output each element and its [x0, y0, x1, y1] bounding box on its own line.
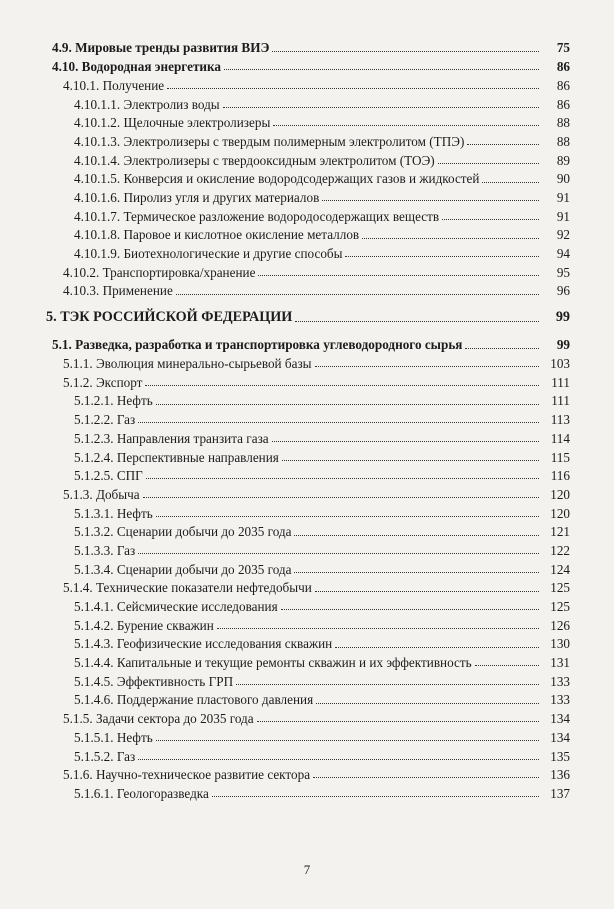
toc-dot-leader: [156, 740, 539, 741]
toc-entry: [46, 445, 570, 464]
toc-entry-title: 5.1.2.1. Нефть: [74, 393, 153, 409]
toc-entry: [46, 632, 570, 651]
toc-entry: [46, 223, 570, 242]
toc-entry-title: 5.1.3.2. Сценарии добычи до 2035 года: [74, 524, 292, 540]
toc-dot-leader: [138, 422, 539, 423]
toc-dot-leader: [258, 275, 539, 276]
toc-entry-title: 5.1.5. Задачи сектора до 2035 года: [63, 711, 254, 727]
toc-entry-page: 126: [550, 617, 570, 633]
toc-entry-title: 5.1.3.4. Сценарии добычи до 2035 года: [74, 561, 292, 577]
toc-entry-page: 114: [550, 430, 570, 446]
toc-entry: [46, 763, 570, 782]
toc-entry-title: 4.10. Водородная энергетика: [52, 59, 222, 75]
toc-entry-page: 120: [550, 486, 570, 502]
toc-dot-leader: [257, 721, 539, 722]
toc-entry: [46, 260, 570, 279]
toc-entry-title: 5.1.2.3. Направления транзита газа: [74, 430, 269, 446]
toc-entry-title: 4.10.1.8. Паровое и кислотное окисление металлов: [74, 227, 360, 243]
toc-dot-leader: [273, 125, 539, 126]
toc-entry-title: 5.1. Разведка, разработка и транспортировка углеводородного сырья: [52, 337, 463, 353]
toc-dot-leader: [138, 759, 539, 760]
toc-dot-leader: [294, 535, 539, 536]
toc-entry: [46, 186, 570, 205]
toc-dot-leader: [315, 366, 539, 367]
toc-dot-leader: [442, 219, 539, 220]
toc-dot-leader: [272, 51, 539, 52]
toc-entry-page: 86: [556, 96, 570, 112]
toc-entry: [46, 557, 570, 576]
toc-entry: [46, 744, 570, 763]
toc-entry: [46, 36, 570, 55]
toc-dot-leader: [282, 460, 539, 461]
toc-dot-leader: [272, 441, 539, 442]
toc-entry-title: 5.1.5.2. Газ: [74, 748, 136, 764]
toc-dot-leader: [335, 647, 539, 648]
toc-dot-leader: [295, 321, 539, 322]
toc-entry: [46, 204, 570, 223]
toc-entry-page: 120: [550, 505, 570, 521]
toc-entry-page: 99: [555, 309, 570, 326]
toc-entry-title: 5.1.2.2. Газ: [74, 412, 136, 428]
toc-entry: [46, 613, 570, 632]
toc-entry-page: 134: [550, 711, 570, 727]
toc-entry-title: 5.1.4.5. Эффективность ГРП: [74, 673, 234, 689]
toc-entry-title: 4.9. Мировые тренды развития ВИЭ: [52, 40, 270, 56]
toc-dot-leader: [467, 144, 539, 145]
toc-entry-page: 121: [550, 524, 570, 540]
toc-entry: [46, 92, 570, 111]
toc-entry-title: 4.10.1.2. Щелочные электролизеры: [74, 115, 271, 131]
toc-entry-title: 5.1.6. Научно-техническое развитие сектора: [63, 767, 311, 783]
toc-entry-title: 5.1.5.1. Нефть: [74, 729, 153, 745]
toc-dot-leader: [146, 478, 539, 479]
toc-dot-leader: [345, 256, 539, 257]
toc-entry: [46, 303, 570, 325]
toc-entry-page: 131: [550, 655, 570, 671]
toc-entry-title: 5. ТЭК РОССИЙСКОЙ ФЕДЕРАЦИИ: [46, 309, 293, 326]
toc-entry-title: 4.10.1.6. Пиролиз угля и других материалов: [74, 189, 320, 205]
toc-dot-leader: [156, 516, 539, 517]
toc-entry-page: 122: [550, 542, 570, 558]
toc-entry-page: 92: [556, 227, 570, 243]
toc-entry-page: 75: [556, 40, 570, 56]
toc-entry-title: 5.1.4.3. Геофизические исследования скважин: [74, 636, 333, 652]
toc-entry-title: 4.10.1.5. Конверсия и окисление водородсодержащих газов и жидкостей: [74, 171, 480, 187]
toc-dot-leader: [316, 703, 539, 704]
toc-entry-title: 5.1.3. Добыча: [63, 486, 140, 502]
toc-entry: [46, 651, 570, 670]
toc-entry: [46, 595, 570, 614]
toc-entry-title: 5.1.2. Экспорт: [63, 374, 143, 390]
toc-entry-page: 137: [550, 785, 570, 801]
toc-entry: [46, 576, 570, 595]
toc-entry-page: 99: [556, 337, 570, 353]
toc-entry-page: 134: [550, 729, 570, 745]
toc-entry-page: 96: [556, 283, 570, 299]
toc-dot-leader: [465, 348, 539, 349]
table-of-contents: [46, 36, 570, 800]
toc-entry-page: 130: [550, 636, 570, 652]
toc-entry: [46, 330, 570, 352]
toc-entry: [46, 408, 570, 427]
toc-entry-title: 4.10.1.4. Электролизеры с твердооксидным электролитом (ТОЭ): [74, 152, 435, 168]
toc-entry: [46, 352, 570, 371]
toc-entry-page: 133: [550, 673, 570, 689]
toc-entry-page: 111: [551, 393, 570, 409]
toc-entry-page: 133: [550, 692, 570, 708]
toc-entry: [46, 167, 570, 186]
toc-entry: [46, 482, 570, 501]
toc-entry-page: 91: [556, 189, 570, 205]
toc-dot-leader: [482, 182, 539, 183]
toc-entry: [46, 520, 570, 539]
toc-dot-leader: [145, 385, 539, 386]
toc-entry-page: 113: [550, 412, 570, 428]
toc-dot-leader: [281, 609, 539, 610]
toc-entry-page: 86: [556, 59, 570, 75]
toc-dot-leader: [438, 163, 539, 164]
toc-entry: [46, 781, 570, 800]
toc-entry: [46, 725, 570, 744]
toc-entry: [46, 539, 570, 558]
toc-dot-leader: [176, 294, 539, 295]
toc-entry-page: 103: [550, 356, 570, 372]
toc-entry: [46, 669, 570, 688]
toc-entry-page: 95: [556, 264, 570, 280]
toc-dot-leader: [313, 777, 539, 778]
toc-entry: [46, 129, 570, 148]
toc-entry: [46, 242, 570, 261]
toc-entry-page: 125: [550, 580, 570, 596]
toc-entry-title: 4.10.1.1. Электролиз воды: [74, 96, 220, 112]
toc-dot-leader: [362, 238, 539, 239]
toc-entry: [46, 55, 570, 74]
toc-entry-title: 5.1.4.2. Бурение скважин: [74, 617, 214, 633]
toc-entry-title: 5.1.4.4. Капитальные и текущие ремонты скважин и их эффективность: [74, 655, 472, 671]
toc-dot-leader: [212, 796, 539, 797]
toc-entry-page: 124: [550, 561, 570, 577]
toc-entry: [46, 501, 570, 520]
toc-entry-title: 5.1.2.5. СПГ: [74, 468, 143, 484]
toc-entry-page: 135: [550, 748, 570, 764]
toc-entry-title: 5.1.4.6. Поддержание пластового давления: [74, 692, 314, 708]
toc-entry-page: 115: [550, 449, 570, 465]
toc-entry: [46, 426, 570, 445]
toc-entry-title: 5.1.6.1. Геологоразведка: [74, 785, 209, 801]
toc-entry-title: 4.10.1.9. Биотехнологические и другие способы: [74, 246, 343, 262]
toc-dot-leader: [475, 665, 539, 666]
toc-entry-page: 94: [556, 246, 570, 262]
toc-entry-page: 116: [550, 468, 570, 484]
toc-dot-leader: [167, 88, 539, 89]
toc-entry: [46, 279, 570, 298]
toc-entry: [46, 111, 570, 130]
toc-entry: [46, 464, 570, 483]
toc-entry-title: 4.10.1.3. Электролизеры с твердым полимерным электролитом (ТПЭ): [74, 133, 465, 149]
toc-entry-title: 4.10.3. Применение: [63, 283, 173, 299]
toc-entry-title: 5.1.1. Эволюция минерально-сырьевой базы: [63, 356, 312, 372]
toc-dot-leader: [224, 69, 539, 70]
toc-entry-page: 88: [556, 115, 570, 131]
toc-entry-title: 4.10.2. Транспортировка/хранение: [63, 264, 256, 280]
toc-dot-leader: [236, 684, 539, 685]
toc-entry-title: 5.1.3.3. Газ: [74, 542, 136, 558]
toc-entry: [46, 148, 570, 167]
toc-entry-title: 5.1.3.1. Нефть: [74, 505, 153, 521]
toc-entry-title: 4.10.1.7. Термическое разложение водородосодержащих веществ: [74, 208, 440, 224]
toc-dot-leader: [223, 107, 539, 108]
toc-dot-leader: [143, 497, 539, 498]
toc-entry-page: 88: [556, 133, 570, 149]
toc-entry: [46, 370, 570, 389]
toc-entry-title: 5.1.4. Технические показатели нефтедобычи: [63, 580, 312, 596]
toc-entry-page: 89: [556, 152, 570, 168]
toc-dot-leader: [315, 591, 539, 592]
toc-dot-leader: [138, 553, 539, 554]
toc-entry-page: 136: [550, 767, 570, 783]
toc-entry-page: 111: [551, 374, 570, 390]
toc-dot-leader: [156, 404, 539, 405]
toc-entry: [46, 688, 570, 707]
toc-entry: [46, 389, 570, 408]
toc-entry: [46, 707, 570, 726]
toc-entry-page: 90: [556, 171, 570, 187]
toc-dot-leader: [322, 200, 539, 201]
toc-entry-title: 4.10.1. Получение: [63, 77, 165, 93]
toc-dot-leader: [294, 572, 539, 573]
toc-entry-page: 91: [556, 208, 570, 224]
toc-dot-leader: [217, 628, 539, 629]
toc-entry-title: 5.1.2.4. Перспективные направления: [74, 449, 279, 465]
toc-entry: [46, 73, 570, 92]
toc-entry-page: 125: [550, 599, 570, 615]
page-number: 7: [303, 862, 311, 877]
toc-entry-title: 5.1.4.1. Сейсмические исследования: [74, 599, 278, 615]
toc-entry-page: 86: [556, 77, 570, 93]
